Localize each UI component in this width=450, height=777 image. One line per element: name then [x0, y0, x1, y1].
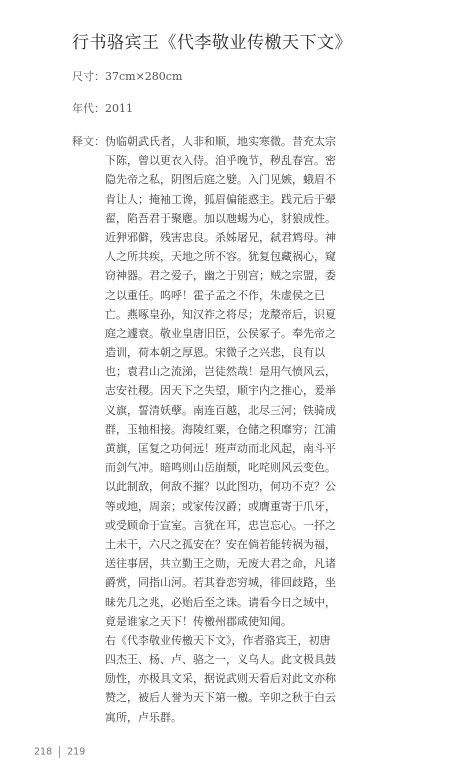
transcription-body	[105, 132, 441, 727]
transcription-line: 送往事居，共立勤王之勋，无废大君之命，凡诸	[105, 557, 336, 571]
artwork-title: 行书骆宾王《代李敬业传檄天下文》	[72, 33, 352, 53]
transcription-line: 庭之遽衰。敬业皇唐旧臣，公侯冢子。奉先帝之	[105, 326, 336, 340]
transcription-line: 而剑气冲。暗鸣则山岳崩颓，叱咤则风云变色。	[105, 461, 336, 475]
transcription-line: 之以重任。呜呼！霍子孟之不作，朱虚侯之已	[105, 288, 325, 302]
transcription-line: 人之所共疾，天地之所不容。犹复包藏祸心，窥	[105, 250, 336, 264]
page-divider	[59, 746, 60, 758]
transcription-line: 伪临朝武氏者，人非和顺，地实寒微。昔充太宗	[105, 135, 336, 148]
transcription-line: 亡。燕啄皇孙，知汉祚之将尽；龙漦帝后，识夏	[105, 307, 336, 321]
transcription-line: 义旗，誓清妖孽。南连百越，北尽三河；铁骑成	[105, 403, 336, 417]
postscript-line: 右《代李敬业传檄天下文》，作者骆宾王，初唐	[105, 633, 331, 647]
postscript-line: 四杰王、杨、卢、骆之一，义乌人。此文极具鼓	[105, 653, 336, 667]
transcription-line: 竟是谁家之天下！传檄州郡咸使知闻。	[105, 614, 292, 628]
transcription-line: 近狎邪僻，残害忠良。杀姊屠兄，弑君鸩母。神	[105, 230, 336, 244]
transcription-line: 窃神器。君之爱子，幽之于别宫；贼之宗盟，委	[105, 269, 336, 283]
artwork-size: 尺寸：37cm×280cm	[72, 70, 183, 83]
page-numbers	[34, 746, 85, 758]
transcription-line: 隐先帝之私，阴图后庭之嬖。入门见嫉，蛾眉不	[105, 173, 336, 187]
transcription-line: 等或地，周亲；或家传汉爵；或膺重寄于爪牙，	[105, 499, 336, 513]
transcription-line: 肯让人；掩袖工谗，狐眉偏能惑主。践元后于翚	[105, 192, 336, 206]
transcription-line: 黄旗，匡复之功何远！班声动而北风起，南斗平	[105, 442, 336, 455]
right-page-number: 219	[67, 746, 86, 758]
transcription-line: 也；袁君山之流涕，岂徒然哉！是用气愤风云，	[105, 365, 336, 379]
transcription-line: 土未干，六尺之孤安在？安在倘若能转祸为福，	[105, 537, 336, 551]
postscript-line: 寓所，卢乐群。	[105, 710, 182, 724]
left-page-number: 218	[34, 746, 53, 758]
transcription-line: 昧先几之兆，必贻后至之诛。请看今日之域中，	[105, 595, 336, 609]
transcription-line: 志安社稷。因天下之失望，顺宇内之推心，爰举	[105, 384, 336, 398]
transcription-line: 翟，陷吾君于聚麀。加以虺蜴为心，豺狼成性。	[105, 211, 336, 225]
postscript-line: 励性，亦极具文采，据说武则天看后对此文亦称	[105, 672, 336, 686]
transcription-line: 爵赏，同指山河。若其眷恋穷城，徘回歧路，坐	[105, 576, 336, 590]
transcription-line: 群，玉轴相接。海陵红粟，仓储之积靡穷；江浦	[105, 422, 336, 436]
transcription-line: 造训，荷本朝之厚恩。宋微子之兴悲，良有以	[105, 346, 325, 360]
postscript-line: 赞之，被后人誉为天下第一檄。辛卯之秋于白云	[105, 691, 336, 705]
artwork-year: 年代：2011	[72, 102, 133, 115]
transcription-label: 释文：	[72, 135, 105, 148]
transcription-line: 或受顾命于宣室。言犹在耳，忠岂忘心。一抔之	[105, 518, 336, 532]
transcription-line: 下陈，曾以更衣入侍。洎乎晚节，秽乱春宫。密	[105, 154, 336, 168]
transcription-line: 以此制敌，何敌不摧？以此图功，何功不克？公	[105, 480, 336, 494]
